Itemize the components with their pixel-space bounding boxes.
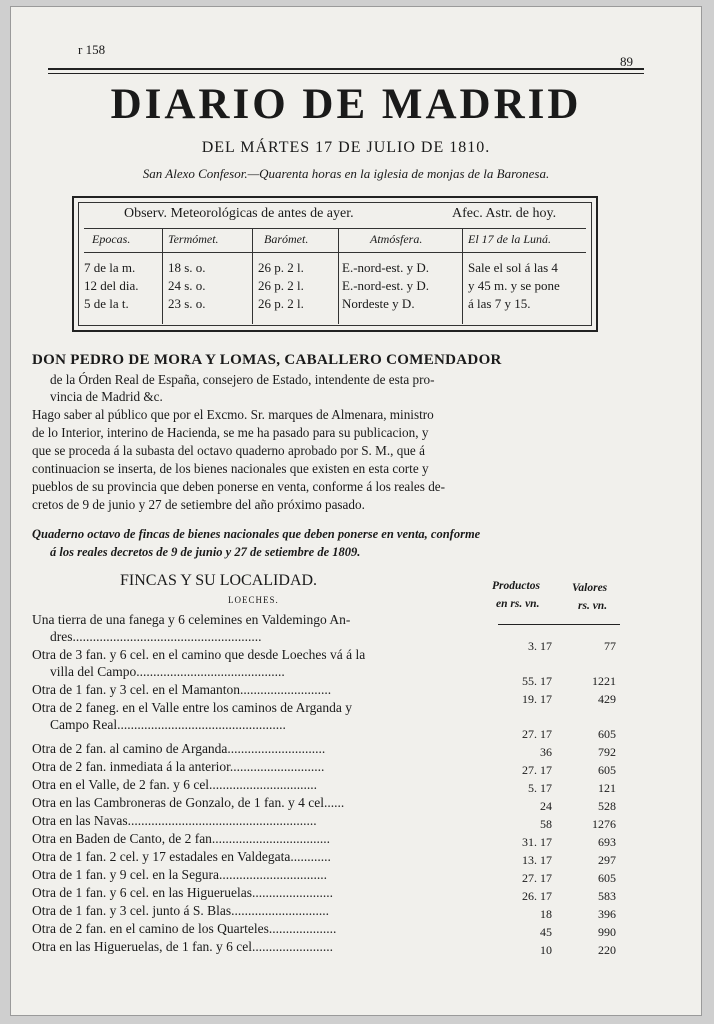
col-valores-unit: rs. vn. <box>578 600 608 612</box>
finca-line: villa del Campo............................................ <box>50 664 285 679</box>
finca-productos: 19. 17 <box>522 692 552 706</box>
finca-line: dres........................................................ <box>50 629 262 644</box>
weather-columns-rule <box>84 252 586 253</box>
finca-line: Otra de 1 fan. y 6 cel. en las Higueruelas........................ <box>32 885 334 900</box>
finca-valores: 792 <box>598 745 616 759</box>
weather-atmosfera: E.-nord-est. y D. <box>342 278 430 293</box>
weather-termometro: 23 s. o. <box>168 296 206 311</box>
finca-valores: 1276 <box>592 817 616 831</box>
finca-line: Otra de 2 fan. al camino de Arganda............................. <box>32 741 326 756</box>
finca-productos: 24 <box>540 799 552 813</box>
notice-line: pueblos de su provincia que deben ponerse en venta, conforme á los reales de- <box>32 479 446 494</box>
finca-productos: 27. 17 <box>522 871 552 885</box>
weather-col-divider <box>338 228 339 324</box>
finca-productos: 3. 17 <box>528 639 552 653</box>
finca-line: Otra de 1 fan. y 3 cel. junto á S. Blas............................. <box>32 903 329 918</box>
weather-epoca: 5 de la t. <box>84 296 129 311</box>
finca-valores: 220 <box>598 943 616 957</box>
finca-valores: 396 <box>598 907 616 921</box>
col-valores-label: Valores <box>572 582 608 594</box>
columns-rule <box>498 624 620 625</box>
weather-col-divider <box>252 228 253 324</box>
finca-line: Otra de 2 fan. en el camino de los Quarteles.................... <box>32 921 337 936</box>
finca-productos: 27. 17 <box>522 727 552 741</box>
finca-valores: 605 <box>598 871 616 885</box>
finca-productos: 13. 17 <box>522 853 552 867</box>
quaderno-title: Quaderno octavo de fincas de bienes nacionales que deben ponerse en venta, conforme <box>32 527 481 541</box>
finca-productos: 45 <box>540 925 552 939</box>
finca-line: Otra de 1 fan. 2 cel. y 17 estadales en Valdegata............ <box>32 849 331 864</box>
weather-header-rule <box>84 228 586 229</box>
issue-date: DEL MÁRTES 17 DE JULIO DE 1810. <box>201 139 491 156</box>
finca-productos: 27. 17 <box>522 763 552 777</box>
weather-col-header: Barómet. <box>264 232 309 246</box>
finca-line: Otra de 2 faneg. en el Valle entre los caminos de Arganda y <box>32 700 353 715</box>
notice-line: cretos de 9 de junio y 27 de setiembre del año próximo pasado. <box>32 497 365 512</box>
saint-of-day: San Alexo Confesor.—Quarenta horas en la iglesia de monjas de la Baronesa. <box>142 166 550 181</box>
finca-productos: 26. 17 <box>522 889 552 903</box>
weather-col-header: Epocas. <box>92 232 131 246</box>
astro-line: Sale el sol á las 4 <box>468 260 558 275</box>
weather-epoca: 7 de la m. <box>84 260 136 275</box>
finca-valores: 693 <box>598 835 616 849</box>
header-rule-top <box>48 68 644 70</box>
weather-col-divider <box>162 228 163 324</box>
finca-valores: 605 <box>598 727 616 741</box>
weather-table <box>72 196 598 332</box>
notice-line: Hago saber al público que por el Excmo. Sr. marques de Almenara, ministro <box>32 407 434 422</box>
astro-title: Afec. Astr. de hoy. <box>452 206 557 221</box>
header-rule-bottom <box>48 73 644 74</box>
newspaper-page <box>10 6 702 1016</box>
weather-termometro: 24 s. o. <box>168 278 206 293</box>
finca-line: Campo Real.................................................. <box>50 717 286 732</box>
weather-termometro: 18 s. o. <box>168 260 206 275</box>
weather-col-header: El 17 de la Luná. <box>468 232 551 246</box>
quaderno-title: á los reales decretos de 9 de junio y 27 de setiembre de 1809. <box>50 545 361 559</box>
finca-line: Otra de 1 fan. y 9 cel. en la Segura................................ <box>32 867 328 882</box>
finca-productos: 55. 17 <box>522 674 552 688</box>
finca-productos: 18 <box>540 907 552 921</box>
finca-line: Otra en el Valle, de 2 fan. y 6 cel................................ <box>32 777 318 792</box>
fincas-heading: FINCAS Y SU LOCALIDAD. <box>120 572 318 589</box>
header-left-mark: r 158 <box>78 42 106 57</box>
notice-line: de la Órden Real de España, consejero de Estado, intendente de esta pro- <box>50 372 435 387</box>
astro-line: y 45 m. y se pone <box>468 278 560 293</box>
finca-productos: 58 <box>540 817 552 831</box>
finca-valores: 429 <box>598 692 616 706</box>
finca-line: Otra en Baden de Canto, de 2 fan................................... <box>32 831 331 846</box>
finca-line: Otra de 2 fan. inmediata á la anterior............................ <box>32 759 325 774</box>
finca-valores: 1221 <box>592 674 616 688</box>
finca-line: Otra en las Higueruelas, de 1 fan. y 6 cel........................ <box>32 939 334 954</box>
weather-epoca: 12 del dia. <box>84 278 139 293</box>
weather-col-divider <box>462 228 463 324</box>
finca-productos: 36 <box>540 745 552 759</box>
finca-productos: 31. 17 <box>522 835 552 849</box>
col-productos-label: Productos <box>492 580 540 592</box>
finca-valores: 528 <box>598 799 616 813</box>
weather-atmosfera: Nordeste y D. <box>342 296 415 311</box>
weather-observations-title: Observ. Meteorológicas de antes de ayer. <box>124 206 354 221</box>
finca-productos: 10 <box>540 943 552 957</box>
finca-valores: 77 <box>604 639 616 653</box>
finca-valores: 990 <box>598 925 616 939</box>
weather-atmosfera: E.-nord-est. y D. <box>342 260 430 275</box>
weather-col-header: Atmósfera. <box>370 232 423 246</box>
col-productos-unit: en rs. vn. <box>496 598 540 610</box>
finca-productos: 5. 17 <box>528 781 552 795</box>
notice-line: de lo Interior, interino de Hacienda, se me ha pasado para su publicacion, y <box>32 425 429 440</box>
weather-barometro: 26 p. 2 l. <box>258 296 304 311</box>
notice-line: continuacion se inserta, de los bienes nacionales que existen en esta corte y <box>32 461 429 476</box>
finca-line: Una tierra de una fanega y 6 celemines en Valdemingo An- <box>32 612 351 627</box>
newspaper-title: DIARIO DE MADRID <box>110 81 582 128</box>
notice-line: vincia de Madrid &c. <box>50 389 163 404</box>
finca-valores: 605 <box>598 763 616 777</box>
notice-heading: DON PEDRO DE MORA Y LOMAS, CABALLERO COMENDADOR <box>32 352 502 368</box>
locality-name: LOECHES. <box>228 595 279 605</box>
astro-line: á las 7 y 15. <box>468 296 531 311</box>
page-number: 89 <box>620 54 633 69</box>
notice-line: que se proceda á la subasta del octavo quaderno aprobado por S. M., que á <box>32 443 425 458</box>
weather-barometro: 26 p. 2 l. <box>258 278 304 293</box>
weather-col-header: Termómet. <box>168 232 219 246</box>
finca-valores: 121 <box>598 781 616 795</box>
weather-barometro: 26 p. 2 l. <box>258 260 304 275</box>
finca-line: Otra de 3 fan. y 6 cel. en el camino que desde Loeches vá á la <box>32 647 366 662</box>
finca-line: Otra en las Navas........................................................ <box>32 813 317 828</box>
finca-valores: 583 <box>598 889 616 903</box>
finca-valores: 297 <box>598 853 616 867</box>
finca-line: Otra de 1 fan. y 3 cel. en el Mamanton........................... <box>32 682 332 697</box>
finca-line: Otra en las Cambroneras de Gonzalo, de 1 fan. y 4 cel...... <box>32 795 345 810</box>
